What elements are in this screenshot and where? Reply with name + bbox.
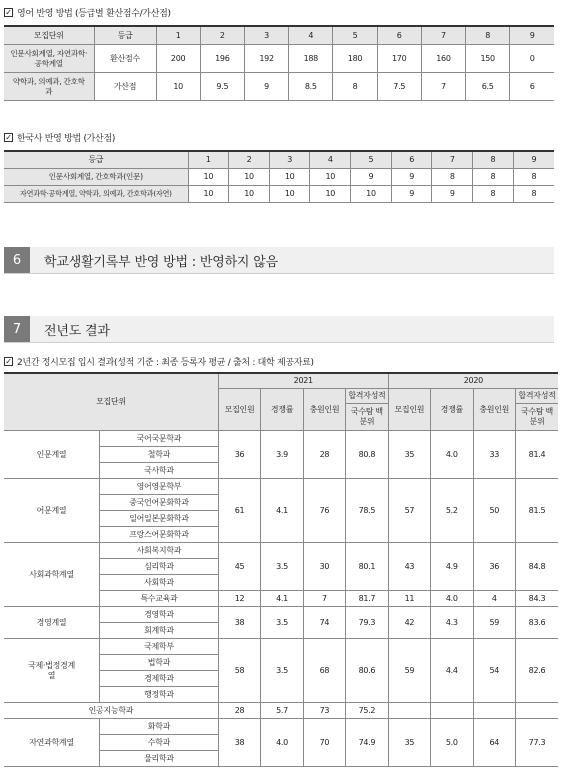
value-cell: 10 [188, 169, 229, 186]
header-percentile: 국수탐 백분위 [346, 404, 388, 431]
value-cell: 10 [229, 186, 270, 203]
value-cell: 84.3 [515, 591, 558, 607]
grade-header: 6 [391, 151, 432, 169]
table-header-row [4, 373, 558, 389]
value-cell: 70 [303, 719, 345, 767]
header-quota: 모집인원 [218, 389, 260, 431]
value-cell [388, 703, 430, 719]
grade-header: 9 [513, 151, 554, 169]
value-cell: 4.0 [431, 591, 473, 607]
grade-header: 5 [351, 151, 392, 169]
header-year-2020: 2020 [388, 373, 558, 389]
value-cell: 4 [473, 591, 515, 607]
value-cell: 3.5 [261, 639, 303, 703]
value-cell: 59 [388, 639, 430, 703]
value-cell: 170 [377, 45, 421, 73]
value-cell: 35 [388, 431, 430, 479]
unit-cell: 인문사회계열, 간호학과(인문) [4, 169, 188, 186]
checkbox-icon: ✓ [5, 132, 12, 142]
value-cell: 10 [229, 169, 270, 186]
major-cell: 행정학과 [100, 687, 219, 703]
value-cell: 82.6 [515, 639, 558, 703]
value-cell: 57 [388, 479, 430, 543]
value-cell: 5.7 [261, 703, 303, 719]
header-percentile: 국수탐 백분위 [515, 404, 558, 431]
value-cell: 8.5 [289, 73, 333, 101]
table-row [4, 607, 558, 623]
value-cell: 8 [473, 186, 514, 203]
value-cell: 5.2 [431, 479, 473, 543]
value-cell: 8 [333, 73, 377, 101]
value-cell: 45 [218, 543, 260, 591]
major-cell: 사회복지학과 [100, 543, 219, 559]
value-cell: 4.9 [431, 543, 473, 591]
group-cell: 인공지능학과 [4, 703, 218, 719]
major-cell: 특수교육과 [100, 591, 219, 607]
header-competition: 경쟁률 [431, 389, 473, 431]
grade-header: 1 [188, 151, 229, 169]
value-cell: 9 [244, 73, 288, 101]
grade-header: 4 [310, 151, 351, 169]
value-cell: 54 [473, 639, 515, 703]
value-cell: 9 [391, 169, 432, 186]
section-7-header [4, 316, 554, 343]
value-cell: 80.6 [346, 639, 388, 703]
value-cell: 188 [289, 45, 333, 73]
grade-header: 8 [466, 26, 510, 45]
value-cell: 75.2 [346, 703, 388, 719]
grade-header: 8 [473, 151, 514, 169]
value-cell: 7 [303, 591, 345, 607]
table-row [4, 703, 558, 719]
table-row [4, 543, 558, 559]
value-cell: 36 [473, 543, 515, 591]
results-table [4, 372, 558, 767]
value-cell: 7 [421, 73, 465, 101]
value-cell: 9 [391, 186, 432, 203]
major-cell: 경영학과 [100, 607, 219, 623]
table-row [4, 431, 558, 447]
major-cell: 심리학과 [100, 559, 219, 575]
major-cell: 수학과 [100, 735, 219, 751]
value-cell: 38 [218, 607, 260, 639]
value-cell: 8 [473, 169, 514, 186]
korean-history-section-title: ✓ 한국사 반영 방법 (가산점) [5, 132, 116, 144]
value-cell: 35 [388, 719, 430, 767]
grade-header: 1 [156, 26, 200, 45]
value-cell: 61 [218, 479, 260, 543]
value-cell: 4.1 [261, 479, 303, 543]
table-row [4, 186, 554, 203]
major-cell: 사회학과 [100, 575, 219, 591]
value-cell: 43 [388, 543, 430, 591]
major-cell: 법학과 [100, 655, 219, 671]
value-cell: 73 [303, 703, 345, 719]
header-unit: 모집단위 [4, 373, 218, 431]
header-additional: 충원인원 [303, 389, 345, 431]
value-cell: 10 [310, 186, 351, 203]
value-cell: 68 [303, 639, 345, 703]
table-row [4, 73, 554, 101]
value-cell [431, 703, 473, 719]
major-cell: 국제학부 [100, 639, 219, 655]
table-row [4, 45, 554, 73]
value-cell: 0 [510, 45, 554, 73]
value-cell: 81.7 [346, 591, 388, 607]
value-cell: 79.3 [346, 607, 388, 639]
kind-cell: 가산점 [94, 73, 156, 101]
value-cell: 74.9 [346, 719, 388, 767]
grade-header: 3 [269, 151, 310, 169]
value-cell: 200 [156, 45, 200, 73]
header-competition: 경쟁률 [261, 389, 303, 431]
checkbox-icon: ✓ [5, 356, 12, 366]
grade-header: 5 [333, 26, 377, 45]
value-cell: 11 [388, 591, 430, 607]
value-cell: 33 [473, 431, 515, 479]
korean-history-table [4, 150, 554, 203]
english-score-table [4, 25, 554, 101]
header-pass-score: 합격자성적 [346, 389, 388, 404]
value-cell: 77.3 [515, 719, 558, 767]
table-header-row [4, 151, 554, 169]
group-cell: 국제·법정경계열 [4, 639, 100, 703]
grade-header: 7 [421, 26, 465, 45]
value-cell: 10 [156, 73, 200, 101]
major-cell: 경제학과 [100, 671, 219, 687]
value-cell: 4.3 [431, 607, 473, 639]
major-cell: 물리학과 [100, 751, 219, 767]
value-cell: 5.0 [431, 719, 473, 767]
table-row [4, 719, 558, 735]
grade-header: 9 [510, 26, 554, 45]
unit-cell: 인문사회계열, 자연과학·공학계열 [4, 45, 94, 73]
header-quota: 모집인원 [388, 389, 430, 431]
major-cell: 프랑스어문화학과 [100, 527, 219, 543]
value-cell: 4.0 [431, 431, 473, 479]
grade-header: 4 [289, 26, 333, 45]
major-cell: 영어영문학부 [100, 479, 219, 495]
major-cell: 중국언어문화학과 [100, 495, 219, 511]
major-cell: 화학과 [100, 719, 219, 735]
value-cell: 4.4 [431, 639, 473, 703]
group-cell: 어문계열 [4, 479, 100, 543]
value-cell: 7.5 [377, 73, 421, 101]
major-cell: 회계학과 [100, 623, 219, 639]
value-cell: 10 [269, 169, 310, 186]
value-cell: 28 [303, 431, 345, 479]
grade-header: 7 [432, 151, 473, 169]
value-cell: 76 [303, 479, 345, 543]
value-cell: 6 [510, 73, 554, 101]
value-cell: 9 [351, 169, 392, 186]
value-cell: 74 [303, 607, 345, 639]
grade-header: 6 [377, 26, 421, 45]
value-cell: 10 [269, 186, 310, 203]
value-cell: 3.9 [261, 431, 303, 479]
value-cell: 50 [473, 479, 515, 543]
header-unit: 모집단위 [4, 26, 94, 45]
value-cell: 59 [473, 607, 515, 639]
english-section-title: ✓ 영어 반영 방법 (등급별 환산점수/가산점) [5, 7, 171, 19]
value-cell: 9.5 [200, 73, 244, 101]
checkbox-icon: ✓ [5, 7, 12, 17]
value-cell: 10 [188, 186, 229, 203]
section-6-header [4, 247, 554, 274]
header-grade: 등급 [94, 26, 156, 45]
value-cell: 196 [200, 45, 244, 73]
grade-header: 3 [244, 26, 288, 45]
kind-cell: 환산점수 [94, 45, 156, 73]
unit-cell: 약학과, 의예과, 간호학과 [4, 73, 94, 101]
section-heading: 전년도 결과 [44, 323, 110, 339]
value-cell [515, 703, 558, 719]
value-cell: 150 [466, 45, 510, 73]
table-row [4, 639, 558, 655]
group-cell: 경영계열 [4, 607, 100, 639]
value-cell: 58 [218, 639, 260, 703]
value-cell: 12 [218, 591, 260, 607]
table-row [4, 169, 554, 186]
value-cell: 8 [513, 186, 554, 203]
group-cell: 자연과학계열 [4, 719, 100, 767]
major-cell: 국어국문학과 [100, 431, 219, 447]
header-pass-score: 합격자성적 [515, 389, 558, 404]
value-cell: 84.8 [515, 543, 558, 591]
value-cell: 42 [388, 607, 430, 639]
group-cell: 인문계열 [4, 431, 100, 479]
major-cell: 철학과 [100, 447, 219, 463]
value-cell: 10 [351, 186, 392, 203]
section-number: 7 [4, 316, 30, 342]
value-cell: 4.1 [261, 591, 303, 607]
value-cell: 10 [310, 169, 351, 186]
results-section-title: ✓ 2년간 정시모집 입시 결과(성적 기준 : 최종 등록자 평균 / 출처 : 대학 제공자료) [5, 356, 314, 368]
header-additional: 충원인원 [473, 389, 515, 431]
value-cell: 6.5 [466, 73, 510, 101]
value-cell: 4.0 [261, 719, 303, 767]
value-cell: 80.8 [346, 431, 388, 479]
value-cell: 3.5 [261, 543, 303, 591]
table-header-row [4, 26, 554, 45]
value-cell: 8 [432, 169, 473, 186]
value-cell: 81.4 [515, 431, 558, 479]
major-cell: 일어일본문화학과 [100, 511, 219, 527]
header-year-2021: 2021 [218, 373, 388, 389]
value-cell: 28 [218, 703, 260, 719]
major-cell: 국사학과 [100, 463, 219, 479]
table-row [4, 479, 558, 495]
section-heading: 학교생활기록부 반영 방법 : 반영하지 않음 [44, 254, 278, 270]
value-cell: 80.1 [346, 543, 388, 591]
grade-header: 2 [200, 26, 244, 45]
value-cell: 3.5 [261, 607, 303, 639]
value-cell: 30 [303, 543, 345, 591]
group-cell: 사회과학계열 [4, 543, 100, 607]
value-cell: 78.5 [346, 479, 388, 543]
value-cell: 160 [421, 45, 465, 73]
value-cell [473, 703, 515, 719]
unit-cell: 자연과학·공학계열, 약학과, 의예과, 간호학과(자연) [4, 186, 188, 203]
value-cell: 83.6 [515, 607, 558, 639]
value-cell: 36 [218, 431, 260, 479]
value-cell: 38 [218, 719, 260, 767]
value-cell: 8 [513, 169, 554, 186]
value-cell: 192 [244, 45, 288, 73]
grade-header: 2 [229, 151, 270, 169]
header-grade: 등급 [4, 151, 188, 169]
value-cell: 81.5 [515, 479, 558, 543]
value-cell: 180 [333, 45, 377, 73]
value-cell: 64 [473, 719, 515, 767]
value-cell: 9 [432, 186, 473, 203]
section-number: 6 [4, 247, 30, 273]
